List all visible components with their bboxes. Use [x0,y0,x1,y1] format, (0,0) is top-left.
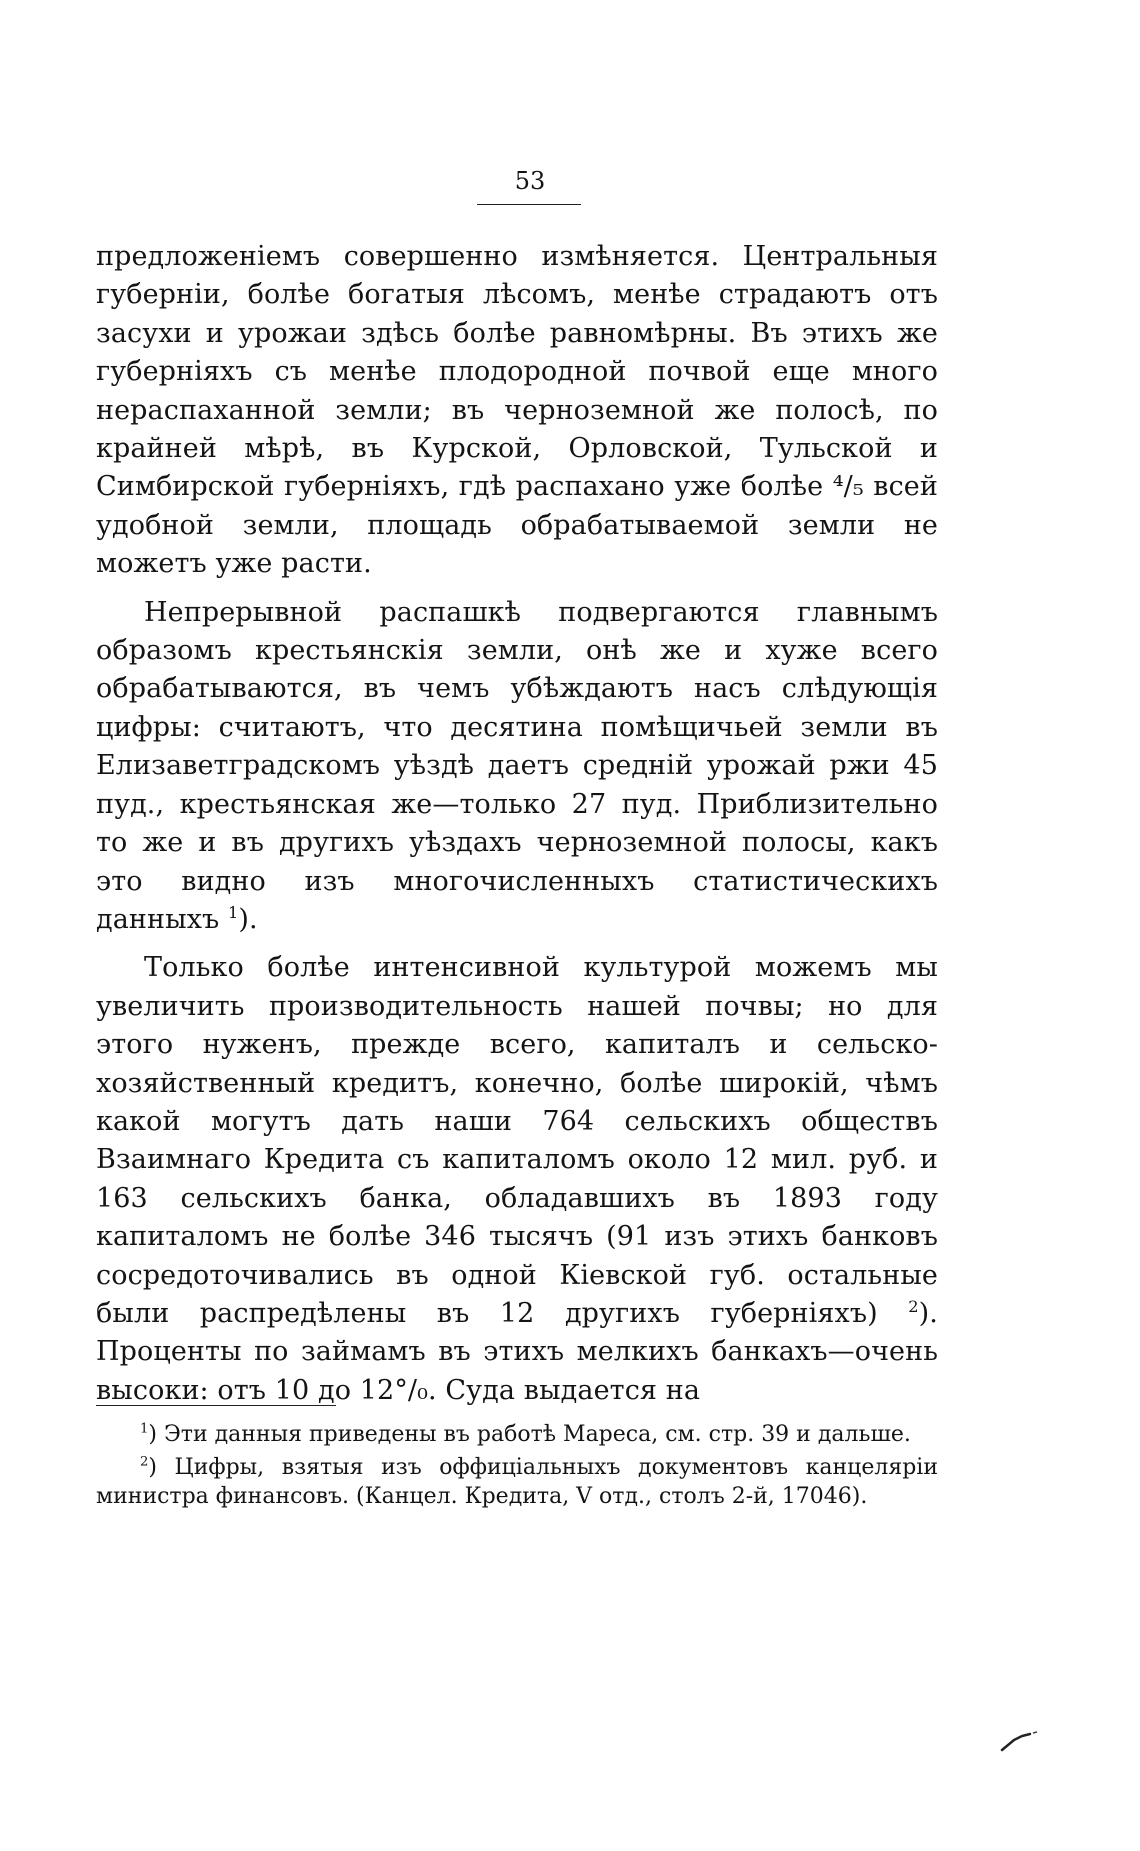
footnote-2-text: ) Цифры, взятыя изъ оффиціальныхъ документовъ канцеляріи министра финансовъ. (Канцел. Кредита, V отд., столъ 2-й, 17046). [96,1455,938,1509]
footnote-ref-1[interactable]: 1 [228,902,239,922]
paragraph-2 [96,594,938,940]
paragraph-2-text-end: ). [238,903,258,935]
paragraph-3-text-end: ). Проценты по займамъ въ этихъ мелкихъ банкахъ—очень высоки: отъ 10 до 12°/₀. Суда выдается на [96,1297,938,1406]
footnote-1 [96,1420,938,1449]
footnote-1-text: ) Эти данныя приведены въ работѣ Мареса, см. стр. 39 и дальше. [148,1422,911,1447]
footnotes [96,1420,938,1515]
footnote-ref-2[interactable]: 2 [908,1296,919,1316]
footnote-2 [96,1453,938,1511]
fraction-four-fifths: ⁴/₅ [832,471,864,503]
page-number: 53 [514,167,546,195]
paragraph-3-text: Только болѣе интенсивной культурой можемъ мы увеличить производительность нашей почвы; но для этого нуженъ, прежде всего, капиталъ и сельско-хозяйственный кредитъ, конечно, болѣе широкій, чѣмъ какой могутъ дать наши 764 сельскихъ обществъ Взаимнаго Кредита съ капиталомъ около 12 мил. руб. и 163 сельскихъ банка, обладавшихъ въ 1893 году капиталомъ не болѣе 346 тысячъ (91 изъ этихъ банковъ сосредоточивались въ одной Кіевской губ. остальные были распредѣлены въ 12 другихъ губерніяхъ) [96,952,938,1329]
footnote-1-marker: 1 [140,1421,149,1437]
pencil-mark-icon [1000,1730,1038,1752]
footnote-2-marker: 2 [140,1454,149,1470]
paragraph-1-text-end: всей удобной земли, площадь обрабатываемой земли не можетъ уже расти. [96,471,938,580]
page-number-rule [477,204,581,205]
footnote-separator [96,1405,336,1406]
paragraph-2-text: Непрерывной распашкѣ подвергаются главнымъ образомъ крестьянскія земли, онѣ же и хуже всего обрабатываются, въ чемъ убѣждаютъ насъ слѣдующія цифры: считаютъ, что десятина помѣщичьей земли въ Елизаветградскомъ уѣздѣ даетъ среднiй урожай ржи 45 пуд., крестьянская же—только 27 пуд. Приблизительно то же и въ другихъ уѣздахъ черноземной полосы, какъ это видно изъ многочисленныхъ статистическихъ данныхъ [96,596,938,935]
paragraph-3 [96,949,938,1410]
paragraph-1 [96,238,938,584]
paragraph-1-text: предложеніемъ совершенно измѣняется. Центральныя губерніи, болѣе богатыя лѣсомъ, менѣе страдаютъ отъ засухи и урожаи здѣсь болѣе равномѣрны. Въ этихъ же губерніяхъ съ менѣе плодородной почвой еще много нераспаханной земли; въ черноземной же полосѣ, по крайней мѣрѣ, въ Курской, Орловской, Тульской и Симбирской губерніяхъ, гдѣ распахано уже болѣе [96,241,938,503]
body-text [96,238,938,1420]
